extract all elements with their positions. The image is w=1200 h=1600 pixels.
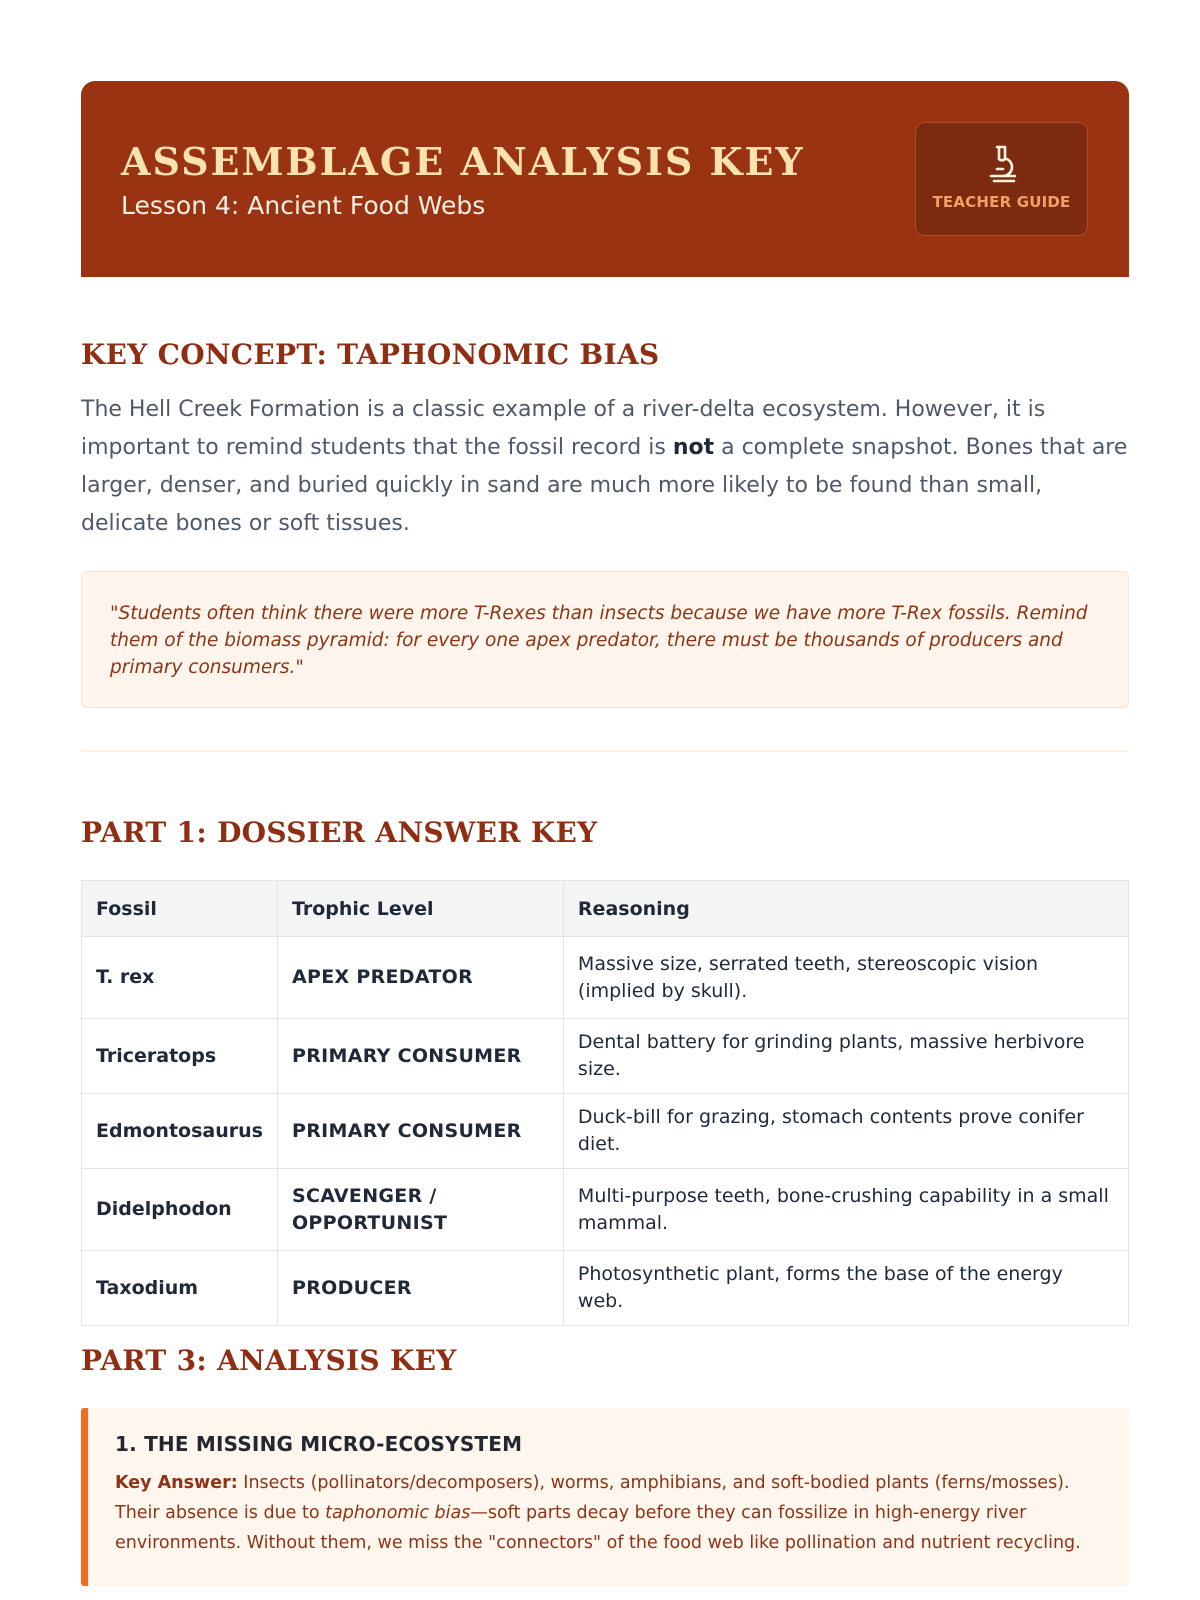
column-header-fossil: Fossil (82, 881, 278, 937)
column-header-reasoning: Reasoning (563, 881, 1128, 937)
trophic-level-cell: PRIMARY CONSUMER (277, 1094, 563, 1169)
paragraph-text-end: a complete snapshot. Bones that are larger, denser, and buried quickly in sand are much more likely to be found than small, delicate bones or soft tissues. (81, 435, 1128, 536)
answer-text-start: Insects (pollinators/decomposers), worms, amphibians, and soft-bodied plants (ferns/mosses). Their absence is due to (115, 1473, 1070, 1523)
trophic-level-cell: PRIMARY CONSUMER (277, 1019, 563, 1094)
table-row (82, 1169, 1129, 1251)
teacher-guide-badge (915, 122, 1088, 236)
reasoning-cell: Duck-bill for grazing, stomach contents prove conifer diet. (563, 1094, 1128, 1169)
table-header-row (82, 881, 1129, 937)
key-concept-paragraph (81, 391, 1131, 543)
fossil-cell: Taxodium (82, 1251, 278, 1326)
column-header-trophic-level: Trophic Level (277, 881, 563, 937)
answer-emphasis: taphonomic bias (325, 1503, 471, 1523)
key-answer-label: Key Answer: (115, 1473, 238, 1493)
reasoning-cell: Photosynthetic plant, forms the base of the energy web. (563, 1251, 1128, 1326)
part1-heading: PART 1: DOSSIER ANSWER KEY (81, 816, 598, 849)
reasoning-cell: Multi-purpose teeth, bone-crushing capability in a small mammal. (563, 1169, 1128, 1251)
fossil-cell: T. rex (82, 937, 278, 1019)
table-row (82, 1094, 1129, 1169)
answer-text-end: —soft parts decay before they can fossilize in high-energy river environments. Without them, we miss the "connectors" of the food web like pollination and nutrient recycling. (115, 1503, 1081, 1553)
page-subtitle: Lesson 4: Ancient Food Webs (121, 191, 486, 220)
trophic-level-cell: APEX PREDATOR (277, 937, 563, 1019)
trophic-level-cell: SCAVENGER / OPPORTUNIST (277, 1169, 563, 1251)
section-divider (81, 750, 1129, 752)
microscope-icon (985, 143, 1021, 183)
analysis-callout (81, 1408, 1129, 1586)
reasoning-cell: Dental battery for grinding plants, massive herbivore size. (563, 1019, 1128, 1094)
reasoning-cell: Massive size, serrated teeth, stereoscopic vision (implied by skull). (563, 937, 1128, 1019)
teacher-quote: "Students often think there were more T-Rexes than insects because we have more T-Rex fossils. Remind them of the biomass pyramid: for every one apex predator, there must be thousands of producers and primary consumers." (81, 571, 1129, 708)
table-row (82, 937, 1129, 1019)
part3-heading: PART 3: ANALYSIS KEY (81, 1344, 457, 1377)
fossil-cell: Triceratops (82, 1019, 278, 1094)
trophic-level-cell: PRODUCER (277, 1251, 563, 1326)
page-title: ASSEMBLAGE ANALYSIS KEY (121, 139, 805, 184)
callout-title: 1. THE MISSING MICRO-ECOSYSTEM (115, 1432, 523, 1456)
dossier-answer-table (81, 880, 1129, 1326)
paragraph-text-start: The Hell Creek Formation is a classic example of a river-delta ecosystem. However, it is important to remind students that the fossil record is (81, 397, 1046, 460)
emphasis-not: not (672, 435, 715, 460)
key-concept-heading: KEY CONCEPT: TAPHONOMIC BIAS (81, 338, 660, 371)
fossil-cell: Didelphodon (82, 1169, 278, 1251)
fossil-cell: Edmontosaurus (82, 1094, 278, 1169)
table-row (82, 1019, 1129, 1094)
header-banner (81, 81, 1129, 277)
callout-body (115, 1468, 1103, 1558)
badge-label: TEACHER GUIDE (932, 193, 1071, 211)
table-row (82, 1251, 1129, 1326)
